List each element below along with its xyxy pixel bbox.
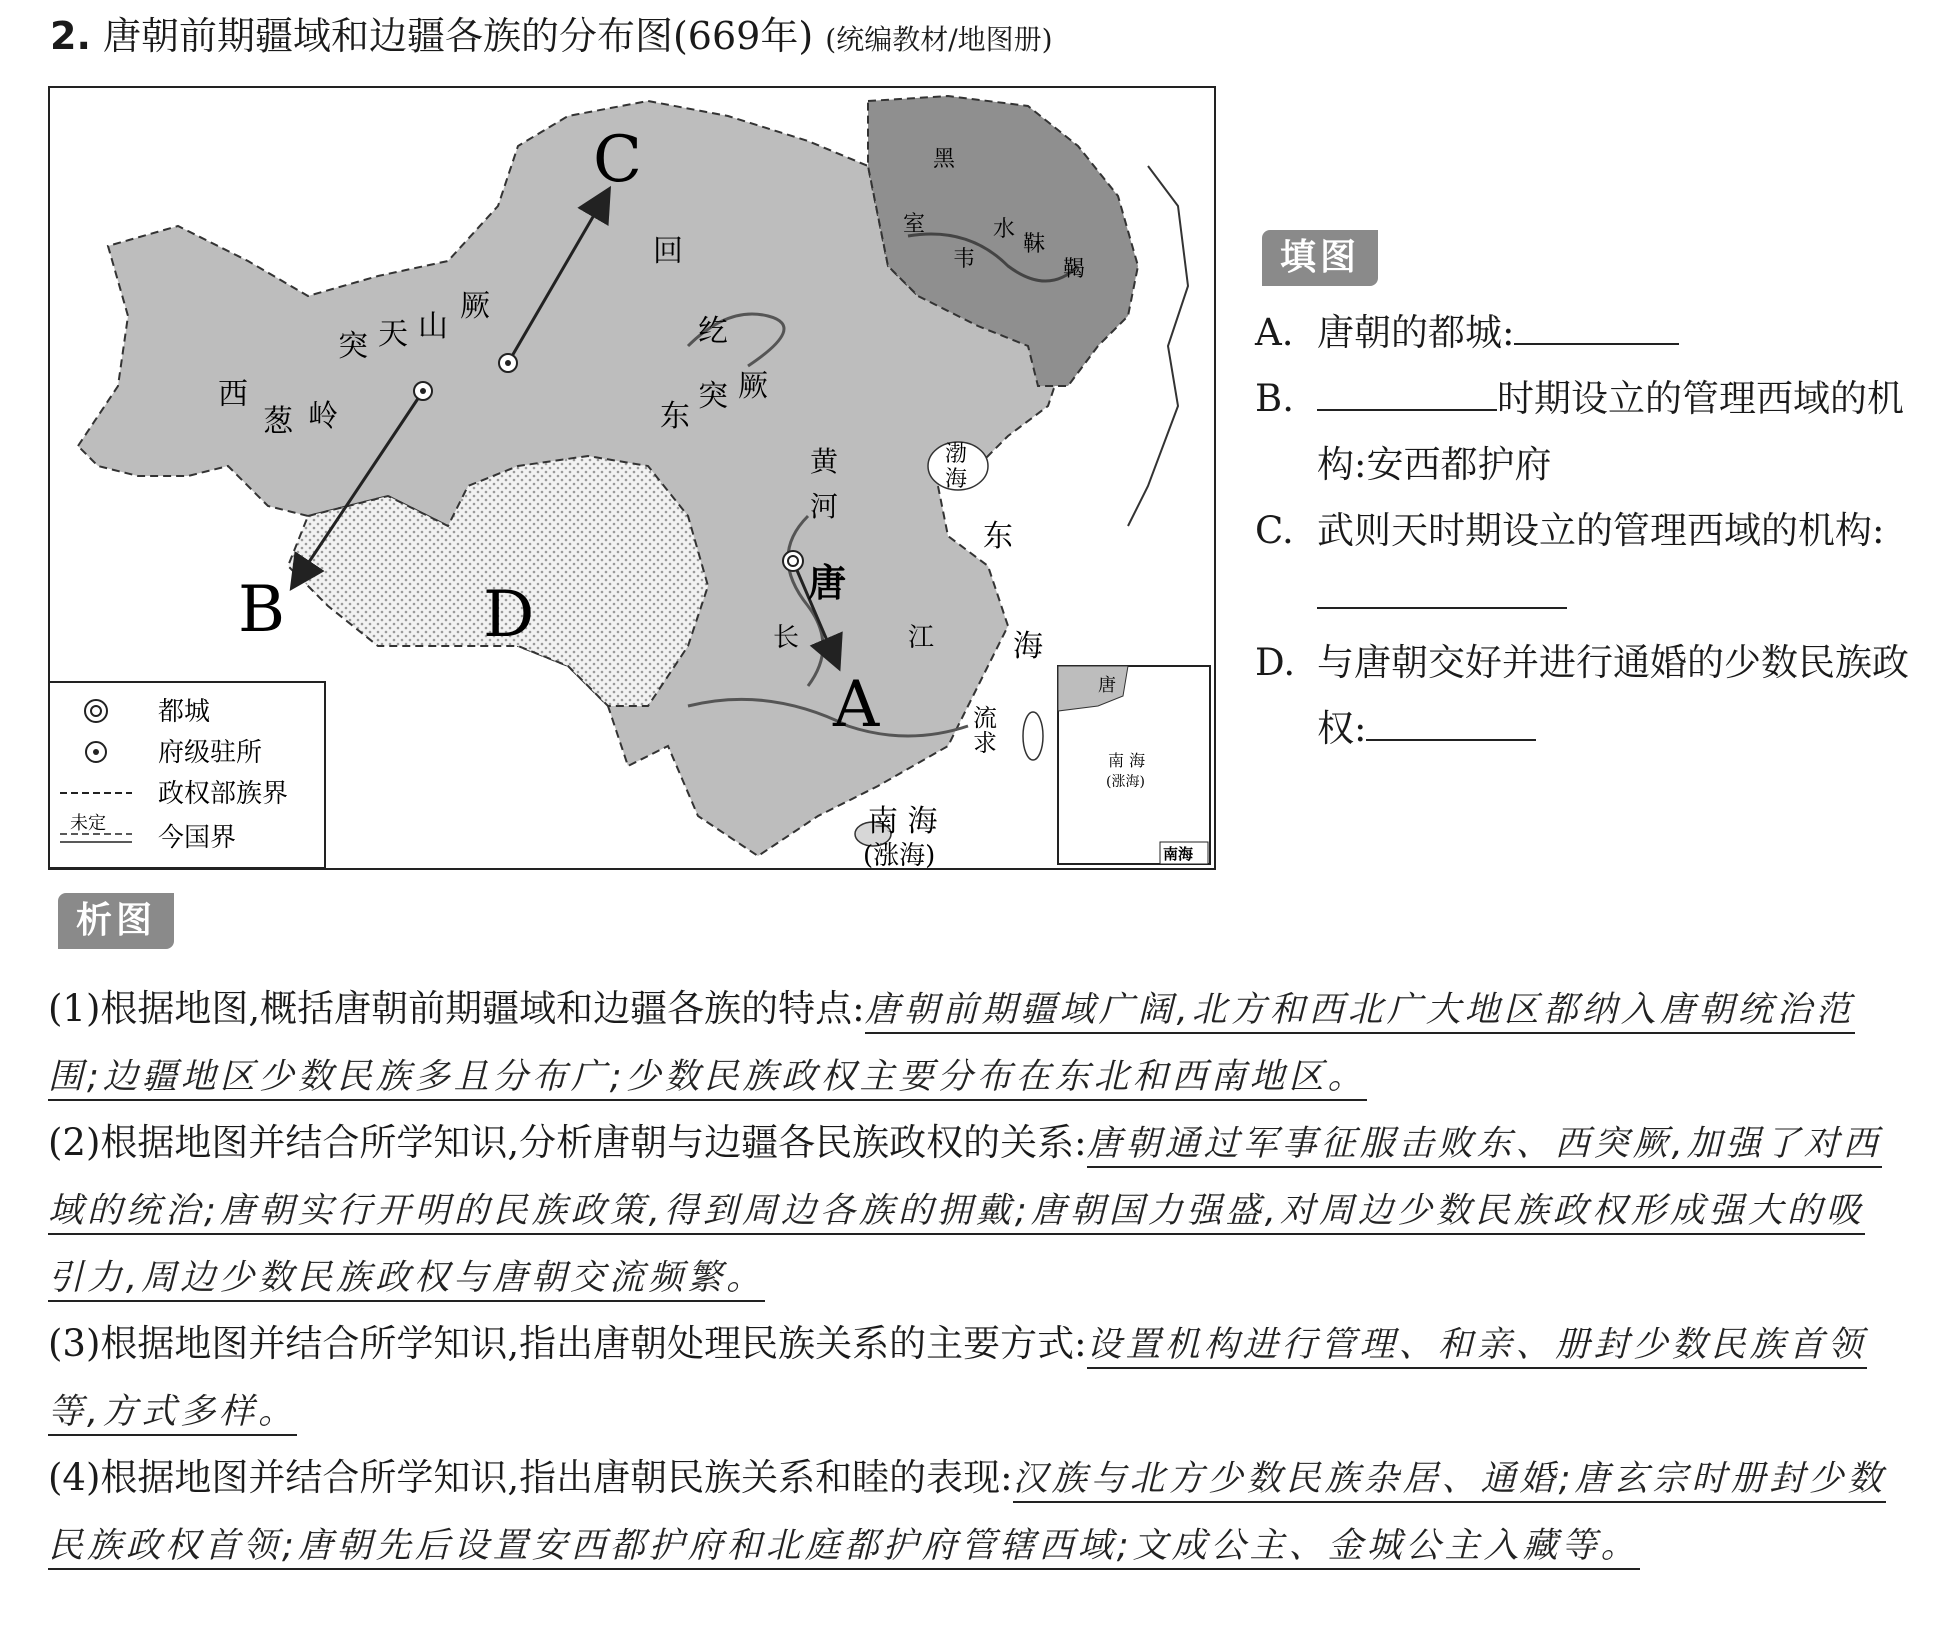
title-source: (统编教材/地图册)	[825, 23, 1053, 56]
question-number: 2.	[50, 14, 91, 58]
label-zhanghai: (涨海)	[863, 841, 936, 870]
question-title	[50, 10, 1053, 66]
fill-text-c: 武则天时期设立的管理西域的机构:	[1317, 509, 1885, 552]
label-xi: 西	[218, 377, 248, 412]
legend-capital-icon	[85, 700, 107, 722]
analysis-badge: 析图	[58, 893, 174, 949]
inset-tang-label: 唐	[1098, 675, 1116, 696]
label-heishui: 黑	[933, 147, 956, 172]
answer-4: 汉族与北方少数民族杂居、通婚;唐玄宗时册封少数民族政权首领;唐朝先后设置安西都护府和北庭都护府管辖西域;文成公主、金城公主入藏等。	[48, 1459, 1886, 1570]
label-d: D	[483, 578, 535, 652]
label-wei: 韦	[953, 247, 976, 272]
label-chang: 长	[773, 623, 800, 653]
fill-text-a: 唐朝的都城:	[1317, 311, 1515, 354]
label-tu2: 突	[698, 379, 728, 414]
label-liu: 流	[973, 704, 997, 732]
legend-prefecture-label: 府级驻所	[158, 738, 263, 768]
fill-letter-d: D.	[1255, 641, 1296, 684]
question-4: (4)根据地图并结合所学知识,指出唐朝民族关系和睦的表现:	[48, 1456, 1013, 1499]
fill-text-b: 时期设立的管理西域的机构:安西都护府	[1317, 377, 1904, 486]
label-shui: 水	[993, 217, 1016, 242]
label-jiang: 江	[908, 623, 935, 653]
fill-list	[1255, 300, 1935, 762]
label-tang: 唐	[808, 560, 847, 605]
question-3: (3)根据地图并结合所学知识,指出唐朝处理民族关系的主要方式:	[48, 1322, 1087, 1365]
label-bo: 渤	[945, 442, 968, 467]
label-qiu: 求	[973, 729, 997, 757]
label-donghai-1: 东	[983, 519, 1013, 554]
prefecture-marker-2	[414, 382, 432, 400]
label-tian: 天	[378, 317, 408, 352]
tang-map	[48, 86, 1216, 870]
label-c: C	[593, 123, 642, 197]
fill-letter-b: B.	[1255, 377, 1294, 420]
label-he-hui: 纥	[698, 314, 728, 349]
label-dong: 东	[660, 399, 690, 434]
analysis-list	[48, 976, 1903, 1579]
legend-boundary-label: 政权部族界	[158, 779, 289, 809]
taiwan-island	[1023, 712, 1043, 760]
fill-item-a	[1255, 300, 1935, 366]
label-hai: 海	[945, 467, 968, 492]
blank-c[interactable]	[1317, 577, 1567, 609]
label-jue2: 厥	[738, 369, 768, 404]
fill-letter-a: A.	[1255, 311, 1294, 354]
legend-modern-label: 今国界	[158, 823, 237, 853]
capital-marker	[783, 551, 803, 571]
analysis-item-1	[48, 976, 1903, 1110]
label-he: 河	[810, 490, 839, 523]
analysis-item-4	[48, 1445, 1903, 1579]
fill-item-b	[1255, 366, 1935, 498]
inset-nanhai-label: 南 海	[1108, 751, 1146, 770]
label-nanhai: 南 海	[868, 804, 938, 839]
label-jue: 厥	[460, 289, 490, 324]
label-he2: 鞨	[1063, 257, 1086, 282]
analysis-item-2	[48, 1110, 1903, 1311]
blank-b[interactable]	[1317, 379, 1497, 411]
fill-letter-c: C.	[1255, 509, 1294, 552]
answer-3: 设置机构进行管理、和亲、册封少数民族首领等,方式多样。	[48, 1325, 1867, 1436]
label-cong: 葱	[263, 404, 293, 439]
label-mo: 靺	[1023, 232, 1046, 257]
question-2: (2)根据地图并结合所学知识,分析唐朝与边疆各民族政权的关系:	[48, 1121, 1087, 1164]
fill-badge: 填图	[1262, 230, 1378, 286]
fill-text-d: 与唐朝交好并进行通婚的少数民族政权:	[1317, 641, 1909, 750]
legend-undefined-label: 未定	[70, 813, 106, 834]
answer-2: 唐朝通过军事征服击败东、西突厥,加强了对西域的统治;唐朝实行开明的民族政策,得到周边各族的拥戴;唐朝国力强盛,对周边少数民族政权形成强大的吸引力,周边少数民族政权与唐朝交流频繁。	[48, 1124, 1882, 1302]
inset-zhanghai-label: (涨海)	[1106, 774, 1145, 790]
map-svg	[48, 86, 1216, 870]
label-shan: 山	[418, 309, 448, 344]
label-huang: 黄	[810, 445, 839, 478]
question-1: (1)根据地图,概括唐朝前期疆域和边疆各族的特点:	[48, 987, 865, 1030]
inset-caption: 南海	[1163, 845, 1194, 863]
prefecture-marker-1	[499, 354, 517, 372]
label-tu: 突	[338, 329, 368, 364]
map-legend	[49, 682, 325, 868]
label-a: A	[833, 668, 880, 742]
fill-item-c	[1255, 498, 1935, 630]
label-su: 室	[903, 212, 926, 237]
fill-item-d	[1255, 630, 1935, 762]
south-sea-inset	[1058, 666, 1210, 864]
blank-d[interactable]	[1366, 709, 1536, 741]
title-text: 唐朝前期疆域和边疆各族的分布图(669年)	[102, 14, 814, 58]
label-donghai-2: 海	[1013, 629, 1043, 664]
answer-1: 唐朝前期疆域广阔,北方和西北广大地区都纳入唐朝统治范围;边疆地区少数民族多且分布广;少数民族政权主要分布在东北和西南地区。	[48, 990, 1855, 1101]
label-ling: 岭	[308, 399, 338, 434]
label-b: B	[238, 573, 286, 647]
legend-capital-label: 都城	[158, 697, 211, 727]
label-hui: 回	[653, 234, 683, 269]
analysis-item-3	[48, 1311, 1903, 1445]
blank-a[interactable]	[1514, 313, 1679, 345]
